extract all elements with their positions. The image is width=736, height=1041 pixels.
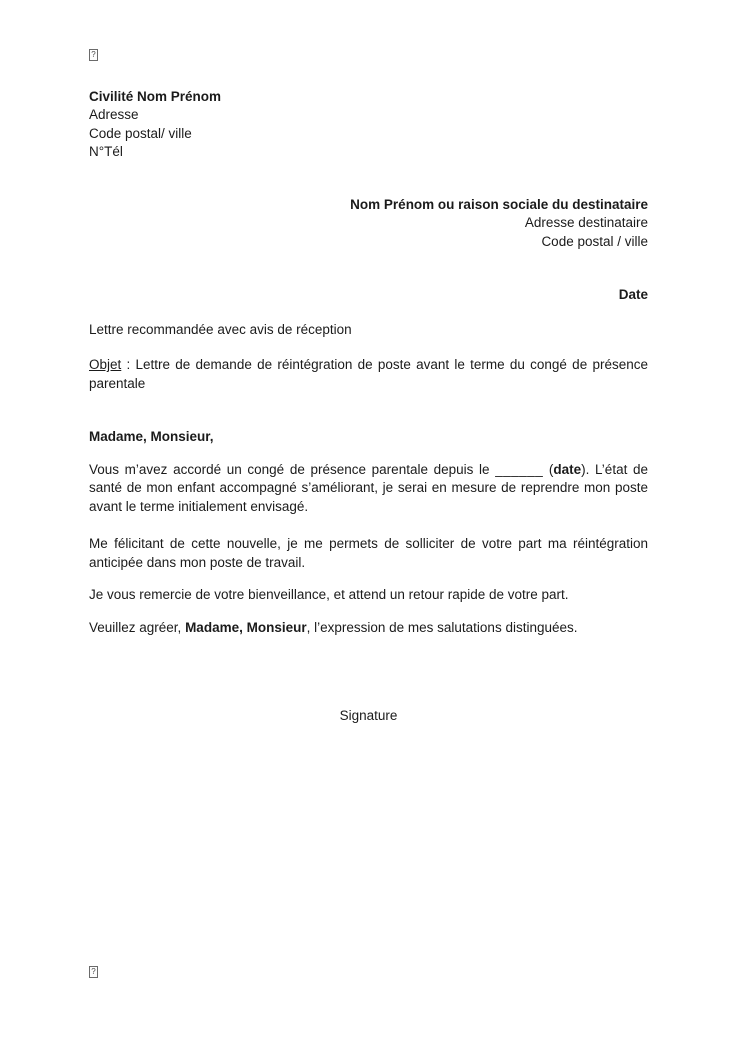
sender-name: Civilité Nom Prénom — [89, 88, 222, 104]
unknown-char-top — [89, 44, 648, 63]
registered-mail-mention: Lettre recommandée avec avis de réception — [89, 321, 352, 337]
p1-blank-placeholder: ______ — [495, 461, 544, 477]
p4-text-after: , l’expression de mes salutations distinguées. — [306, 619, 578, 635]
body-paragraph-4 — [89, 619, 648, 638]
sender-postal-city: Code postal/ ville — [89, 125, 192, 141]
subject-label: Objet — [89, 357, 122, 372]
recipient-address: Adresse destinataire — [524, 215, 648, 230]
signature-label: Signature — [339, 708, 398, 723]
body-paragraph-1 — [89, 461, 648, 517]
p4-text-before: Veuillez agréer, — [89, 619, 186, 635]
sender-address: Adresse — [89, 107, 139, 122]
body-paragraph-3: Je vous remercie de votre bienveillance, et attend un retour rapide de votre part. — [89, 587, 569, 602]
date-line: Date — [618, 287, 648, 302]
p1-text-after-date: ). L’état de santé de mon enfant accompagné s’améliorant, je serai en mesure de reprendre mon poste avant le terme initialement envisagé. — [89, 461, 648, 514]
recipient-name: Nom Prénom ou raison sociale du destinataire — [350, 196, 648, 212]
tofu-glyph-icon: ? — [89, 966, 98, 978]
recipient-postal-city: Code postal / ville — [541, 233, 648, 249]
p1-text-before-blank: Vous m’avez accordé un congé de présence parentale depuis le — [89, 461, 496, 477]
sender-block — [89, 88, 648, 162]
tofu-glyph-icon: ? — [89, 49, 98, 61]
p4-bold-madame-monsieur: Madame, Monsieur — [185, 619, 307, 635]
unknown-char-bottom — [89, 961, 648, 980]
sender-phone: N°Tél — [89, 144, 123, 159]
p1-open-paren: ( — [543, 461, 554, 477]
subject-line — [89, 356, 648, 393]
recipient-block — [89, 196, 648, 252]
p1-date-placeholder: date — [553, 461, 582, 477]
salutation: Madame, Monsieur, — [89, 429, 214, 444]
body-paragraph-2: Me félicitant de cette nouvelle, je me permets de solliciter de votre part ma réintégration anticipée dans mon poste de travail. — [89, 536, 648, 570]
subject-separator: : — [121, 357, 136, 372]
subject-text: Lettre de demande de réintégration de poste avant le terme du congé de présence parentale — [89, 357, 648, 391]
